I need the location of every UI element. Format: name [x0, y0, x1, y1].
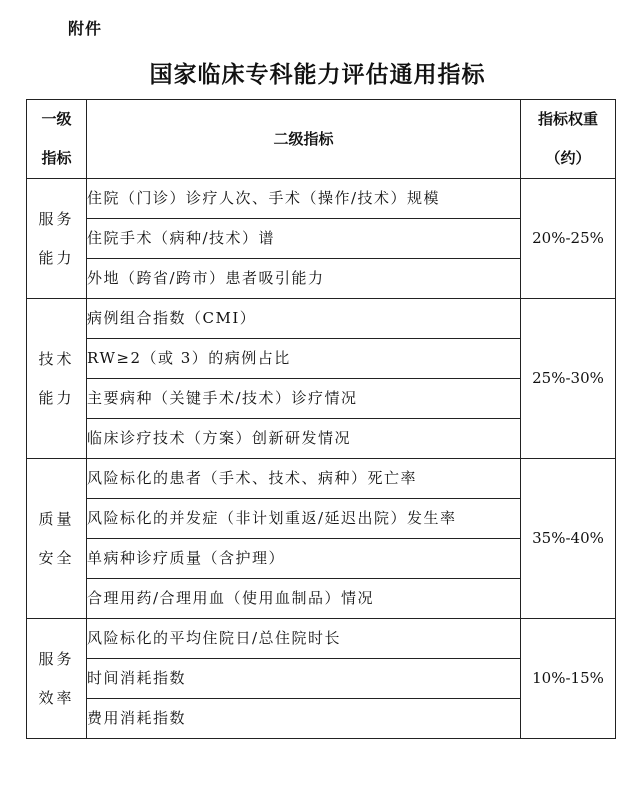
attachment-label: 附件	[68, 19, 103, 38]
table-row	[27, 299, 616, 339]
indicator-item: 住院手术（病种/技术）谱	[87, 219, 521, 259]
header-weight	[521, 100, 616, 179]
category-cell	[27, 179, 87, 299]
category-line2: 安全	[38, 548, 75, 567]
indicator-item: 费用消耗指数	[87, 699, 521, 739]
indicator-item: 临床诊疗技术（方案）创新研发情况	[87, 419, 521, 459]
category-line2: 能力	[38, 388, 75, 407]
indicator-item: 风险标化的患者（手术、技术、病种）死亡率	[87, 459, 521, 499]
category-cell	[27, 299, 87, 459]
weight-cell: 10%-15%	[521, 619, 616, 739]
header-weight-line2: （约）	[545, 149, 591, 167]
indicator-item: 病例组合指数（CMI）	[87, 299, 521, 339]
category-line2: 效率	[38, 688, 75, 707]
category-line1: 技术	[38, 349, 75, 368]
indicator-item: 主要病种（关键手术/技术）诊疗情况	[87, 379, 521, 419]
table-row	[27, 459, 616, 499]
header-level1	[27, 100, 87, 179]
category-line1: 服务	[38, 649, 75, 668]
weight-cell: 20%-25%	[521, 179, 616, 299]
indicator-item: 住院（门诊）诊疗人次、手术（操作/技术）规模	[87, 179, 521, 219]
indicator-item: RW≥2（或 3）的病例占比	[87, 339, 521, 379]
table-row	[27, 179, 616, 219]
indicator-item: 单病种诊疗质量（含护理）	[87, 539, 521, 579]
category-cell	[27, 619, 87, 739]
table-row	[27, 619, 616, 659]
indicator-item: 风险标化的平均住院日/总住院时长	[87, 619, 521, 659]
weight-cell: 25%-30%	[521, 299, 616, 459]
page-title: 国家临床专科能力评估通用指标	[149, 62, 486, 88]
indicator-item: 合理用药/合理用血（使用血制品）情况	[87, 579, 521, 619]
table-header-row	[27, 100, 616, 179]
weight-cell: 35%-40%	[521, 459, 616, 619]
header-level2: 二级指标	[87, 100, 521, 179]
category-line2: 能力	[38, 248, 75, 267]
header-level1-line1: 一级	[41, 110, 72, 128]
indicator-item: 时间消耗指数	[87, 659, 521, 699]
header-level1-line2: 指标	[41, 149, 72, 167]
indicator-table	[26, 99, 616, 739]
indicator-item: 风险标化的并发症（非计划重返/延迟出院）发生率	[87, 499, 521, 539]
indicator-item: 外地（跨省/跨市）患者吸引能力	[87, 259, 521, 299]
category-line1: 质量	[38, 509, 75, 528]
category-cell	[27, 459, 87, 619]
header-weight-line1: 指标权重	[537, 110, 598, 128]
category-line1: 服务	[38, 209, 75, 228]
